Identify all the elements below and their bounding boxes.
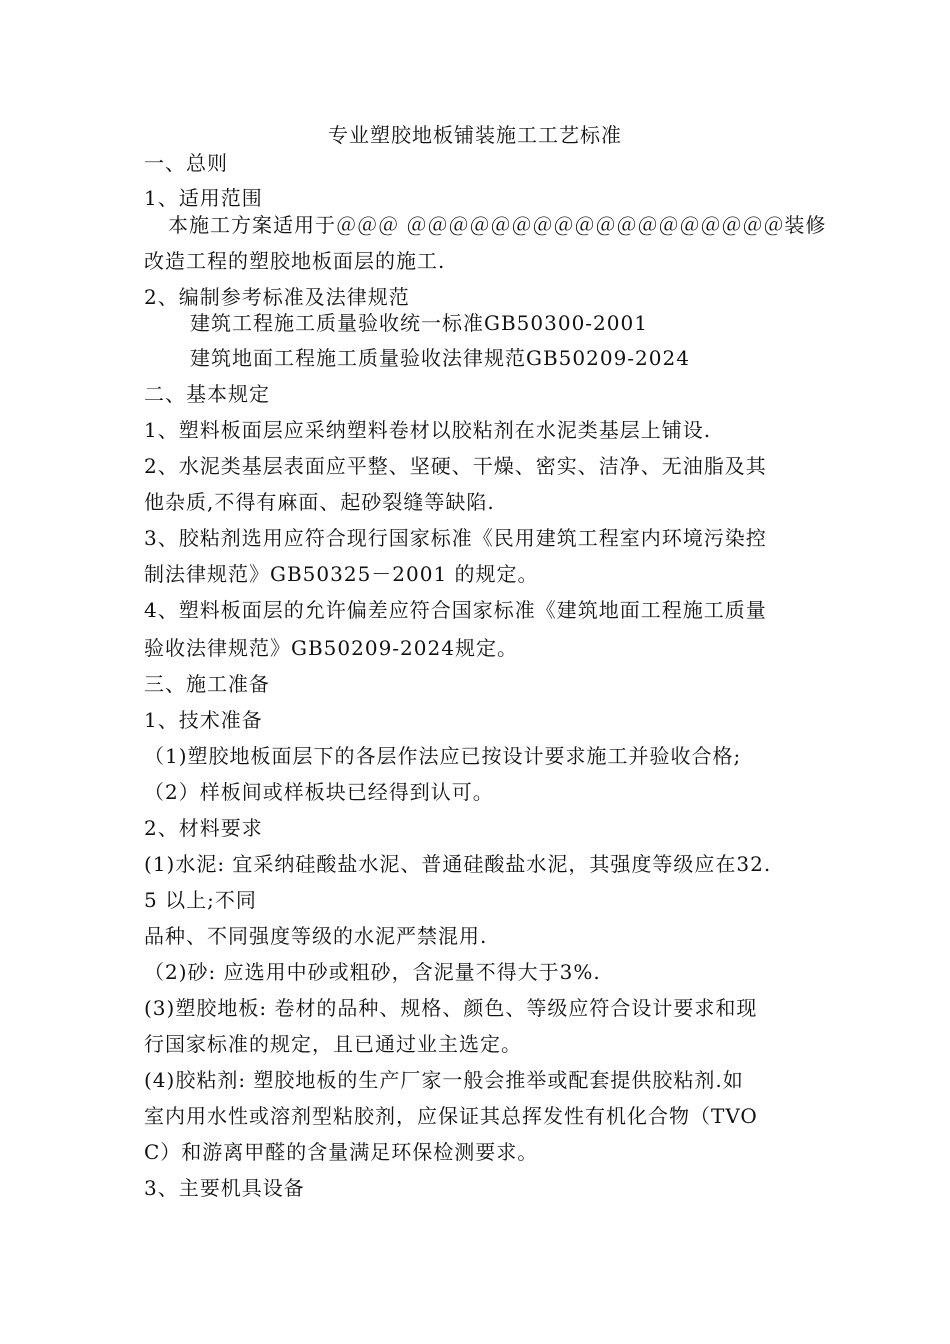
subsection-heading-technical: 1、技术准备 <box>144 708 263 732</box>
paragraph-line: 5 以上;不同 <box>144 888 257 912</box>
list-item: （2)砂: 应选用中砂或粗砂，含泥量不得大于3%. <box>144 960 601 984</box>
list-item: (4)胶粘剂: 塑胶地板的生产厂家一般会推举或配套提供胶粘剂.如 <box>144 1068 744 1092</box>
paragraph-line: 2、水泥类基层表面应平整、坚硬、干燥、密实、洁净、无油脂及其 <box>144 454 767 478</box>
paragraph-line: 室内用水性或溶剂型粘胶剂，应保证其总挥发性有机化合物（TVO <box>144 1104 758 1128</box>
list-item: (1)水泥: 宜采纳硅酸盐水泥、普通硅酸盐水泥，其强度等级应在32. <box>144 852 772 876</box>
subsection-heading-equipment: 3、主要机具设备 <box>144 1176 305 1200</box>
paragraph-line: 4、塑料板面层的允许偏差应符合国家标准《建筑地面工程施工质量 <box>144 598 767 622</box>
paragraph-line: C）和游离甲醛的含量满足环保检测要求。 <box>144 1140 539 1164</box>
section-heading-general: 一、总则 <box>144 151 228 175</box>
standard-reference-line: 建筑工程施工质量验收统一标准GB50300-2001 <box>190 311 648 335</box>
paragraph-line: 3、胶粘剂选用应符合现行国家标准《民用建筑工程室内环境污染控 <box>144 526 767 550</box>
list-item: （2）样板间或样板块已经得到认可。 <box>144 780 494 804</box>
paragraph-line: 1、塑料板面层应采纳塑料卷材以胶粘剂在水泥类基层上铺设. <box>144 418 712 442</box>
list-item: （1)塑胶地板面层下的各层作法应已按设计要求施工并验收合格; <box>144 744 742 768</box>
paragraph-line: 制法律规范》GB50325－2001 的规定。 <box>144 562 539 586</box>
section-heading-basic-rules: 二、基本规定 <box>144 382 270 406</box>
paragraph-line: 行国家标准的规定，且已通过业主选定。 <box>144 1032 522 1056</box>
standard-reference-line: 建筑地面工程施工质量验收法律规范GB50209-2024 <box>190 346 690 370</box>
paragraph-line: 品种、不同强度等级的水泥严禁混用. <box>144 924 488 948</box>
paragraph-line: 本施工方案适用于＠＠＠ ＠＠＠＠＠＠＠＠＠＠＠＠＠＠＠＠＠＠装修 <box>168 213 827 237</box>
paragraph-line: 他杂质,不得有麻面、起砂裂缝等缺陷. <box>144 490 495 514</box>
list-item: (3)塑胶地板: 卷材的品种、规格、颜色、等级应符合设计要求和现 <box>144 996 758 1020</box>
subsection-heading-scope: 1、适用范围 <box>144 186 263 210</box>
paragraph-line: 验收法律规范》GB50209-2024规定。 <box>144 636 518 660</box>
document-title: 专业塑胶地板铺装施工工艺标准 <box>328 123 622 147</box>
section-heading-preparation: 三、施工准备 <box>144 672 270 696</box>
subsection-heading-materials: 2、材料要求 <box>144 816 263 840</box>
subsection-heading-standards: 2、编制参考标准及法律规范 <box>144 285 410 309</box>
paragraph-line: 改造工程的塑胶地板面层的施工. <box>144 249 446 273</box>
